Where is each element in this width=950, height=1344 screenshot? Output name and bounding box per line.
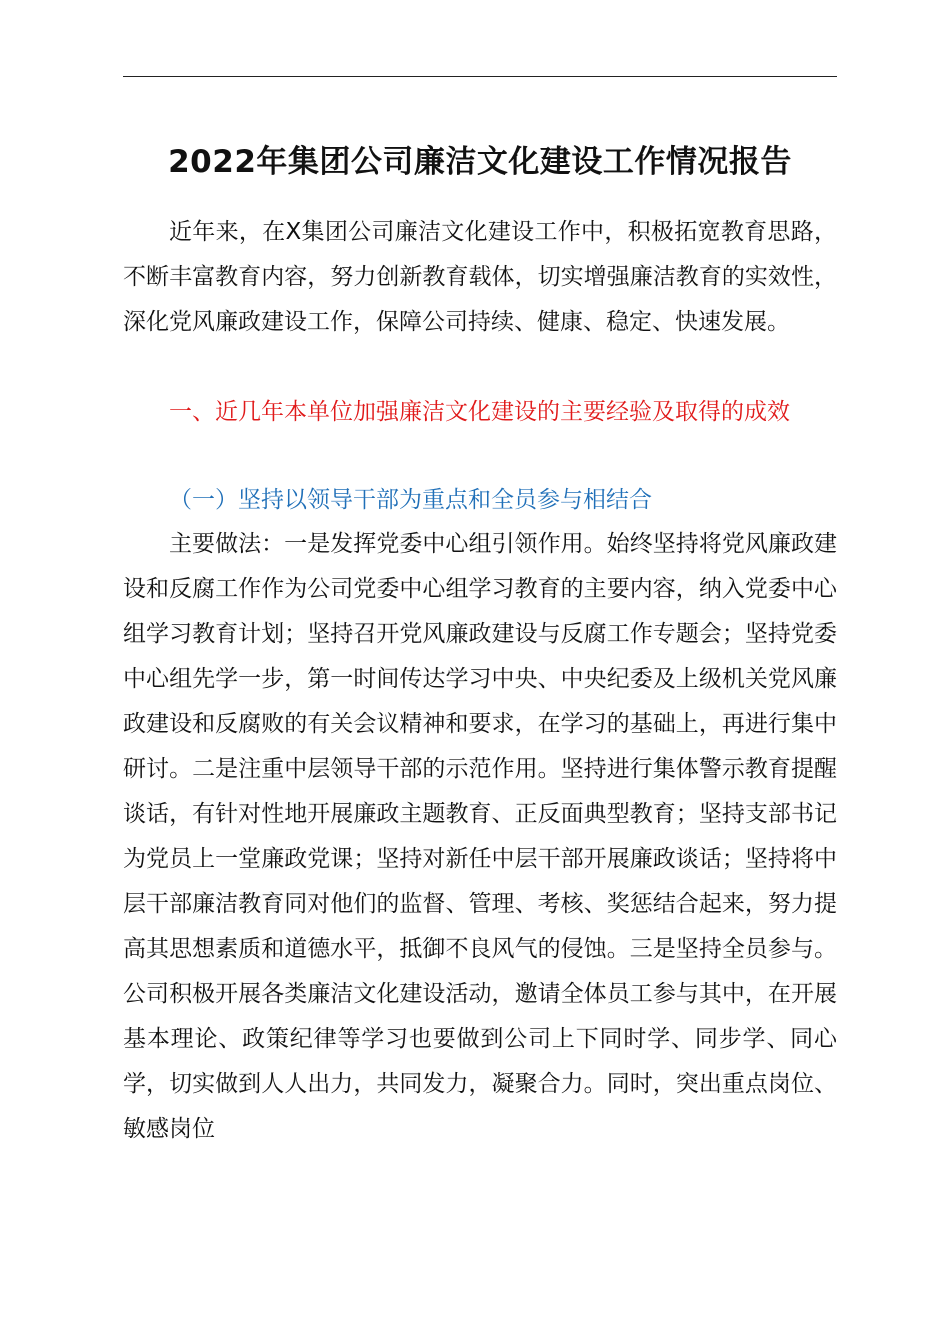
main-paragraph: 主要做法：一是发挥党委中心组引领作用。始终坚持将党风廉政建设和反腐工作作为公司党委中心组学习教育的主要内容，纳入党委中心组学习教育计划；坚持召开党风廉政建设与反腐工作专题会；坚持党委中心组先学一步，第一时间传达学习中央、中央纪委及上级机关党风廉政建设和反腐败的有关会议精神和要求，在学习的基础上，再进行集中研讨。二是注重中层领导干部的示范作用。坚持进行集体警示教育提醒谈话，有针对性地开展廉政主题教育、正反面典型教育；坚持支部书记为党员上一堂廉政党课；坚持对新任中层干部开展廉政谈话；坚持将中层干部廉洁教育同对他们的监督、管理、考核、奖惩结合起来，努力提高其思想素质和道德水平，抵御不良风气的侵蚀。三是坚持全员参与。公司积极开展各类廉洁文化建设活动，邀请全体员工参与其中，在开展基本理论、政策纪律等学习也要做到公司上下同时学、同步学、同心学，切实做到人人出力，共同发力，凝聚合力。同时，突出重点岗位、敏感岗位 — [123, 531, 837, 1142]
header-rule — [123, 76, 837, 77]
subsection-heading: （一）坚持以领导干部为重点和全员参与相结合 — [169, 487, 652, 513]
section-heading: 一、近几年本单位加强廉洁文化建设的主要经验及取得的成效 — [169, 399, 790, 425]
document-title: 2022年集团公司廉洁文化建设工作情况报告 — [168, 144, 792, 180]
intro-paragraph: 近年来，在X集团公司廉洁文化建设工作中，积极拓宽教育思路，不断丰富教育内容，努力创新教育载体，切实增强廉洁教育的实效性，深化党风廉政建设工作，保障公司持续、健康、稳定、快速发展。 — [123, 219, 837, 335]
